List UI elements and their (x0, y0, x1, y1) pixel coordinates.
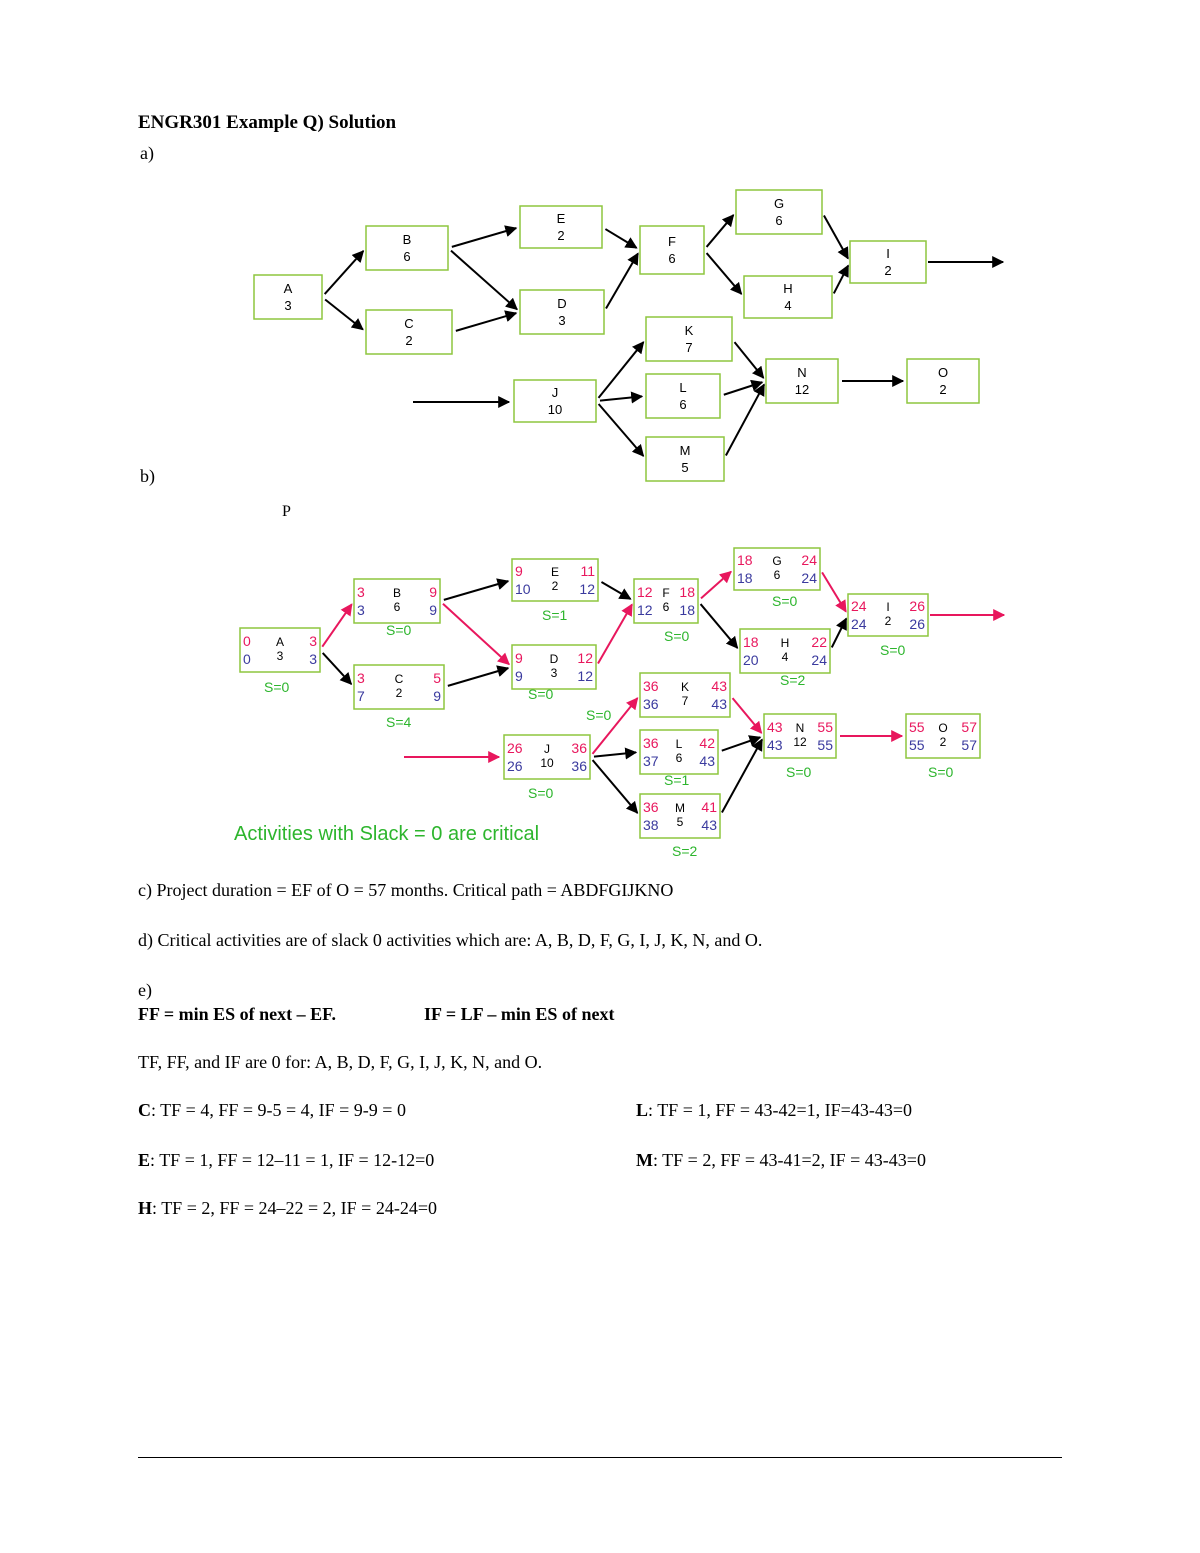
late-finish: 57 (961, 737, 977, 753)
late-finish: 36 (571, 758, 587, 774)
arrow-k-n (735, 342, 764, 378)
arrow-e-f (605, 229, 636, 248)
arrow-b-e (444, 581, 508, 600)
activity-duration: 6 (679, 397, 687, 412)
late-finish: 12 (577, 668, 593, 684)
activity-duration: 6 (775, 213, 783, 228)
arrow-f-g (701, 572, 731, 599)
row-value: : TF = 1, FF = 12–11 = 1, IF = 12-12=0 (150, 1150, 435, 1170)
schedule-node-m (640, 794, 720, 838)
early-start: 26 (507, 740, 523, 756)
schedule-node-n (764, 714, 836, 758)
activity-duration: 2 (939, 735, 947, 749)
part-b-stray-mark: P (282, 503, 291, 520)
activity-label: I (886, 246, 890, 261)
activity-node-o (907, 359, 979, 403)
float-row-m (636, 1150, 926, 1171)
arrow-k-n (733, 698, 762, 733)
arrow-m-n (722, 740, 762, 813)
activity-label: J (551, 385, 559, 400)
early-finish: 12 (577, 650, 593, 666)
schedule-node-j (504, 735, 590, 779)
schedule-node-o (906, 714, 980, 758)
activity-duration: 6 (662, 600, 670, 614)
activity-node-j (514, 380, 596, 422)
activity-label: K (684, 323, 694, 338)
arrow-g-i (822, 572, 846, 611)
activity-duration: 12 (794, 382, 810, 397)
late-finish: 24 (811, 652, 827, 668)
late-start: 18 (737, 570, 753, 586)
row-value: : TF = 4, FF = 9-5 = 4, IF = 9-9 = 0 (151, 1100, 406, 1120)
row-key: E (138, 1150, 151, 1170)
activity-label: O (937, 365, 949, 380)
early-start: 24 (851, 598, 867, 614)
arrow-g-i (824, 215, 848, 258)
activity-duration: 7 (685, 340, 693, 355)
activity-node-f (640, 226, 704, 274)
activity-label: E (550, 565, 560, 579)
activity-label: M (675, 801, 685, 815)
activity-duration: 6 (403, 249, 411, 264)
activity-label: D (557, 296, 567, 311)
late-start: 0 (243, 651, 251, 667)
activity-label: C (404, 316, 414, 331)
late-finish: 24 (801, 570, 817, 586)
arrow-l-n (724, 382, 762, 395)
arrow-d-f (606, 253, 638, 308)
row-key: M (636, 1150, 653, 1170)
activity-duration: 5 (681, 460, 689, 475)
part-b-label: b) (140, 466, 155, 486)
late-finish: 18 (679, 602, 695, 618)
arrow-j-m (599, 404, 644, 456)
row-key: H (138, 1198, 153, 1218)
late-start: 55 (909, 737, 925, 753)
late-finish: 26 (909, 616, 925, 632)
activity-duration: 2 (405, 333, 413, 348)
late-finish: 43 (701, 817, 717, 833)
early-start: 9 (515, 650, 523, 666)
arrow-h-i (834, 266, 848, 294)
early-start: 0 (243, 633, 251, 649)
activity-duration: 3 (276, 649, 284, 663)
schedule-node-k (640, 673, 730, 717)
activity-label: B (392, 586, 402, 600)
late-start: 7 (357, 688, 365, 704)
activity-duration: 6 (393, 600, 401, 614)
activity-node-g (736, 190, 822, 234)
activity-label: A (283, 281, 293, 296)
schedule-node-i (848, 594, 928, 636)
early-start: 3 (357, 584, 365, 600)
slack-label-g: S=0 (772, 593, 798, 609)
early-finish: 11 (580, 563, 595, 579)
slack-label-c: S=4 (386, 714, 412, 730)
early-finish: 18 (679, 584, 695, 600)
early-finish: 22 (811, 634, 827, 650)
schedule-node-f (634, 579, 698, 623)
schedule-node-a (240, 628, 320, 672)
row-key: C (138, 1100, 151, 1120)
early-finish: 5 (433, 670, 441, 686)
activity-label: H (780, 636, 790, 650)
activity-duration: 7 (681, 694, 689, 708)
activity-duration: 6 (668, 251, 676, 266)
schedule-node-c (354, 665, 444, 709)
activity-node-k (646, 317, 732, 361)
activity-duration: 3 (558, 313, 566, 328)
late-finish: 55 (817, 737, 833, 753)
activity-label: J (544, 742, 550, 756)
slack-label-e: S=1 (542, 607, 568, 623)
early-finish: 41 (701, 799, 717, 815)
critical-note: Activities with Slack = 0 are critical (234, 823, 540, 845)
footer-rule (138, 1457, 1062, 1458)
late-start: 37 (643, 753, 659, 769)
activity-label: O (938, 721, 948, 735)
activity-node-e (520, 206, 602, 248)
activity-duration: 3 (284, 298, 292, 313)
row-value: : TF = 2, FF = 43-41=2, IF = 43-43=0 (653, 1150, 926, 1170)
activity-duration: 4 (784, 298, 792, 313)
activity-duration: 2 (557, 228, 565, 243)
activity-label: F (662, 586, 670, 600)
activity-node-l (646, 374, 720, 418)
activity-label: N (795, 721, 805, 735)
early-finish: 55 (817, 719, 833, 735)
early-start: 12 (637, 584, 653, 600)
activity-duration: 4 (781, 650, 789, 664)
late-finish: 43 (699, 753, 715, 769)
activity-label: C (394, 672, 404, 686)
activity-duration: 6 (675, 751, 683, 765)
activity-label: G (773, 196, 785, 211)
early-start: 18 (737, 552, 753, 568)
early-start: 36 (643, 735, 659, 751)
page-title: ENGR301 Example Q) Solution (138, 112, 397, 133)
early-start: 43 (767, 719, 783, 735)
late-start: 26 (507, 758, 523, 774)
early-start: 36 (643, 799, 659, 815)
activity-node-a (254, 275, 322, 319)
early-finish: 9 (429, 584, 437, 600)
arrow-l-n (722, 737, 760, 750)
late-finish: 43 (711, 696, 727, 712)
early-finish: 43 (711, 678, 727, 694)
slack-label-d: S=0 (528, 686, 554, 702)
activity-label: A (275, 635, 285, 649)
formula-ff: FF = min ES of next – EF. (138, 1004, 336, 1024)
schedule-node-e (512, 559, 598, 601)
activity-label: K (680, 680, 690, 694)
activity-node-n (766, 359, 838, 403)
activity-duration: 10 (547, 402, 563, 417)
arrow-d-f (598, 604, 632, 663)
late-start: 43 (767, 737, 783, 753)
schedule-node-b (354, 579, 440, 623)
arrow-b-e (452, 228, 516, 247)
activity-node-b (366, 226, 448, 270)
slack-label-l: S=1 (664, 772, 690, 788)
slack-label-n: S=0 (786, 764, 812, 780)
activity-label: F (668, 234, 676, 249)
arrow-j-l (600, 396, 642, 400)
slack-label-k: S=0 (586, 707, 612, 723)
late-start: 20 (743, 652, 759, 668)
activity-duration: 6 (773, 568, 781, 582)
late-start: 38 (643, 817, 659, 833)
network-b-schedule (240, 548, 1004, 859)
arrow-c-d (448, 668, 508, 686)
activity-duration: 2 (551, 579, 559, 593)
activity-duration: 2 (395, 686, 403, 700)
activity-label: G (772, 554, 782, 568)
slack-label-j: S=0 (528, 785, 554, 801)
late-start: 9 (515, 668, 523, 684)
late-finish: 9 (429, 602, 437, 618)
arrow-a-b (322, 604, 351, 646)
early-start: 18 (743, 634, 759, 650)
slack-label-m: S=2 (672, 843, 698, 859)
early-start: 36 (643, 678, 659, 694)
late-start: 10 (515, 581, 531, 597)
arrow-j-k (599, 342, 644, 398)
late-finish: 12 (579, 581, 595, 597)
arrow-m-n (726, 385, 764, 456)
late-start: 12 (637, 602, 653, 618)
part-e-label: e) (138, 980, 152, 1000)
part-d-text: d) Critical activities are of slack 0 activities which are: A, B, D, F, G, I, J, K, N, and O. (138, 930, 763, 950)
float-row-e (138, 1150, 434, 1171)
activity-label: H (783, 281, 793, 296)
arrow-b-d (443, 604, 509, 665)
arrow-f-h (701, 604, 738, 648)
early-finish: 42 (699, 735, 715, 751)
activity-duration: 3 (550, 666, 558, 680)
activity-node-d (520, 290, 604, 334)
float-row-l (636, 1100, 912, 1121)
arrow-f-g (707, 215, 734, 247)
slack-label-i: S=0 (880, 642, 906, 658)
arrow-a-b (325, 251, 364, 294)
late-finish: 9 (433, 688, 441, 704)
activity-label: L (675, 737, 683, 751)
arrow-h-i (832, 619, 846, 648)
activity-duration: 12 (793, 735, 807, 749)
early-finish: 3 (309, 633, 317, 649)
early-finish: 24 (801, 552, 817, 568)
activity-node-m (646, 437, 724, 481)
arrow-e-f (601, 582, 630, 599)
activity-duration: 2 (884, 263, 892, 278)
arrow-b-d (451, 251, 517, 310)
activity-duration: 10 (540, 756, 554, 770)
part-a-label: a) (140, 143, 154, 163)
arrow-j-m (593, 760, 638, 813)
activity-node-c (366, 310, 452, 354)
zero-float-line: TF, FF, and IF are 0 for: A, B, D, F, G, I, J, K, N, and O. (138, 1052, 543, 1072)
slack-label-o: S=0 (928, 764, 954, 780)
early-start: 9 (515, 563, 523, 579)
row-value: : TF = 2, FF = 24–22 = 2, IF = 24-24=0 (152, 1198, 437, 1218)
activity-duration: 2 (939, 382, 947, 397)
activity-label: M (679, 443, 691, 458)
activity-label: L (679, 380, 687, 395)
activity-duration: 5 (676, 815, 684, 829)
late-start: 24 (851, 616, 867, 632)
slack-label-f: S=0 (664, 628, 690, 644)
early-start: 3 (357, 670, 365, 686)
slack-label-b: S=0 (386, 622, 412, 638)
early-finish: 36 (571, 740, 587, 756)
arrow-j-l (594, 752, 636, 756)
activity-label: D (549, 652, 559, 666)
early-start: 55 (909, 719, 925, 735)
activity-label: E (556, 211, 566, 226)
late-finish: 3 (309, 651, 317, 667)
part-c-text: c) Project duration = EF of O = 57 months. Critical path = ABDFGIJKNO (138, 880, 674, 900)
arrow-a-c (323, 653, 352, 684)
arrow-a-c (325, 299, 363, 329)
early-finish: 26 (909, 598, 925, 614)
activity-node-i (850, 241, 926, 283)
float-row-h (138, 1198, 437, 1219)
late-start: 3 (357, 602, 365, 618)
network-a-activity-on-node (254, 190, 1003, 481)
slack-label-a: S=0 (264, 679, 290, 695)
arrow-f-h (707, 253, 742, 294)
activity-label: N (797, 365, 807, 380)
float-row-c (138, 1100, 406, 1121)
activity-label: I (886, 600, 890, 614)
arrow-c-d (456, 313, 516, 331)
activity-node-h (744, 276, 832, 318)
slack-label-h: S=2 (780, 672, 806, 688)
late-start: 36 (643, 696, 659, 712)
activity-duration: 2 (884, 614, 892, 628)
schedule-node-g (734, 548, 820, 590)
schedule-node-h (740, 629, 830, 673)
row-value: : TF = 1, FF = 43-42=1, IF=43-43=0 (648, 1100, 912, 1120)
activity-label: B (402, 232, 412, 247)
early-finish: 57 (961, 719, 977, 735)
schedule-node-l (640, 730, 718, 774)
formula-if: IF = LF – min ES of next (424, 1004, 615, 1024)
schedule-node-d (512, 645, 596, 689)
row-key: L (636, 1100, 649, 1120)
